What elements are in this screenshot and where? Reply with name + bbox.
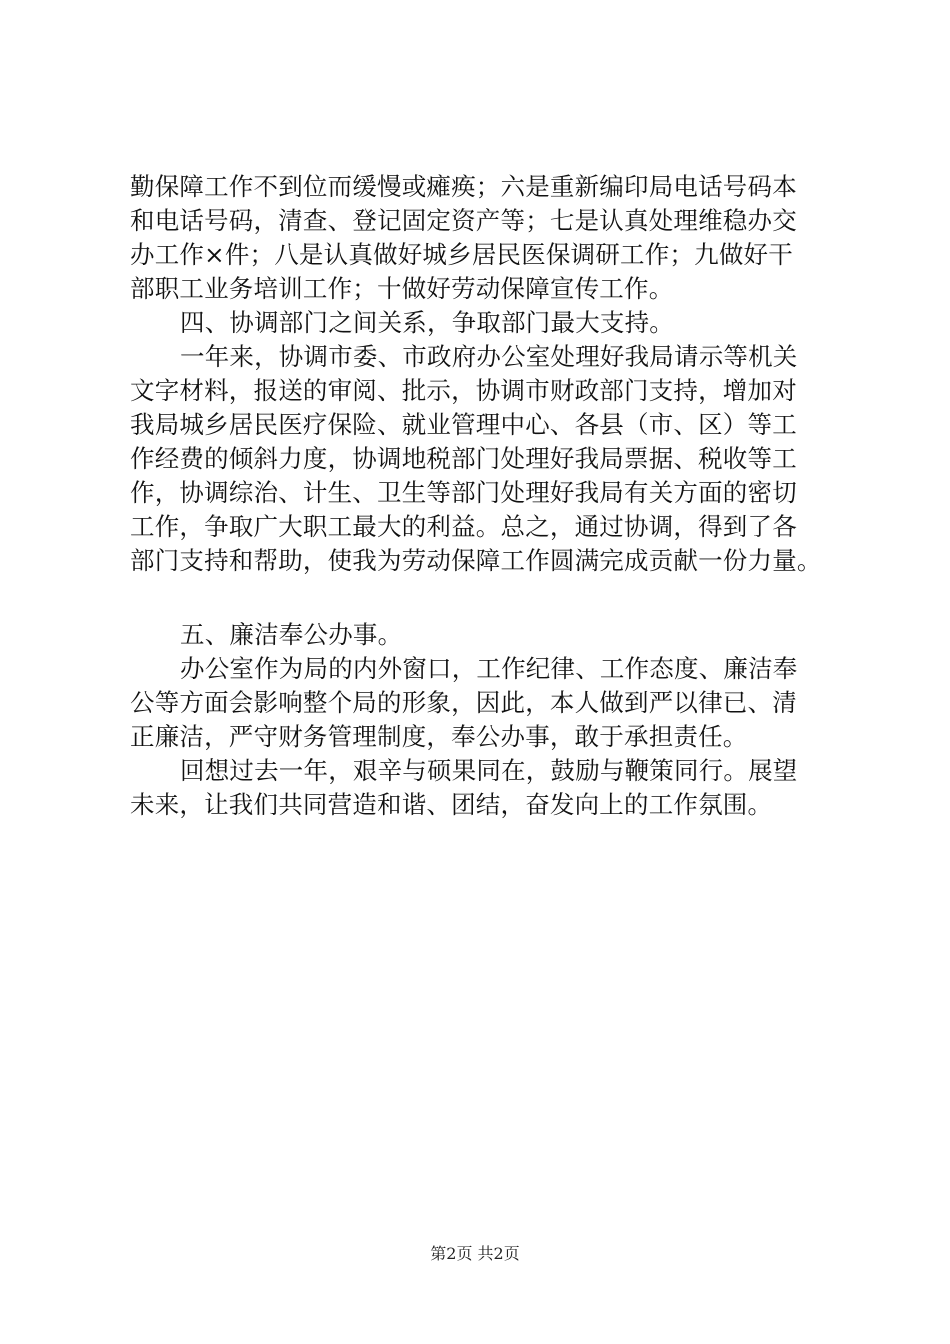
body-line: 回想过去一年，艰辛与硕果同在，鼓励与鞭策同行。展望 — [180, 756, 798, 785]
body-line: 一年来，协调市委、市政府办公室处理好我局请示等机关 — [180, 342, 798, 371]
document-body — [130, 170, 820, 822]
body-line: 正廉洁，严守财务管理制度，奉公办事，敢于承担责任。 — [130, 722, 748, 751]
body-line: 办公室作为局的内外窗口，工作纪律、工作态度、廉洁奉 — [180, 654, 798, 683]
body-line: 勤保障工作不到位而缓慢或瘫痪；六是重新编印局电话号码本 — [130, 172, 797, 201]
body-line: 工作，争取广大职工最大的利益。总之，通过协调，得到了各 — [130, 512, 797, 541]
body-line: 公等方面会影响整个局的形象，因此，本人做到严以律已、清 — [130, 688, 797, 717]
body-line: 作，协调综治、计生、卫生等部门处理好我局有关方面的密切 — [130, 478, 797, 507]
section-heading-5: 五、廉洁奉公办事。 — [180, 620, 403, 649]
body-line: 未来，让我们共同营造和谐、团结，奋发向上的工作氛围。 — [130, 790, 773, 819]
page-number-footer: 第2页 共2页 — [430, 1244, 520, 1263]
section-heading-4: 四、协调部门之间关系，争取部门最大支持。 — [180, 308, 674, 337]
body-line: 我局城乡居民医疗保险、就业管理中心、各县（市、区）等工 — [130, 410, 797, 439]
body-line: 和电话号码，清查、登记固定资产等；七是认真处理维稳办交 — [130, 206, 797, 235]
body-line: 文字材料，报送的审阅、批示，协调市财政部门支持，增加对 — [130, 376, 797, 405]
body-line: 部门支持和帮助，使我为劳动保障工作圆满完成贡献一份力量。 — [130, 546, 822, 575]
paragraph-gap — [130, 578, 820, 618]
body-line: 办工作×件；八是认真做好城乡居民医保调研工作；九做好干 — [130, 240, 793, 269]
body-line: 部职工业务培训工作；十做好劳动保障宣传工作。 — [130, 274, 674, 303]
body-line: 作经费的倾斜力度，协调地税部门处理好我局票据、税收等工 — [130, 444, 797, 473]
